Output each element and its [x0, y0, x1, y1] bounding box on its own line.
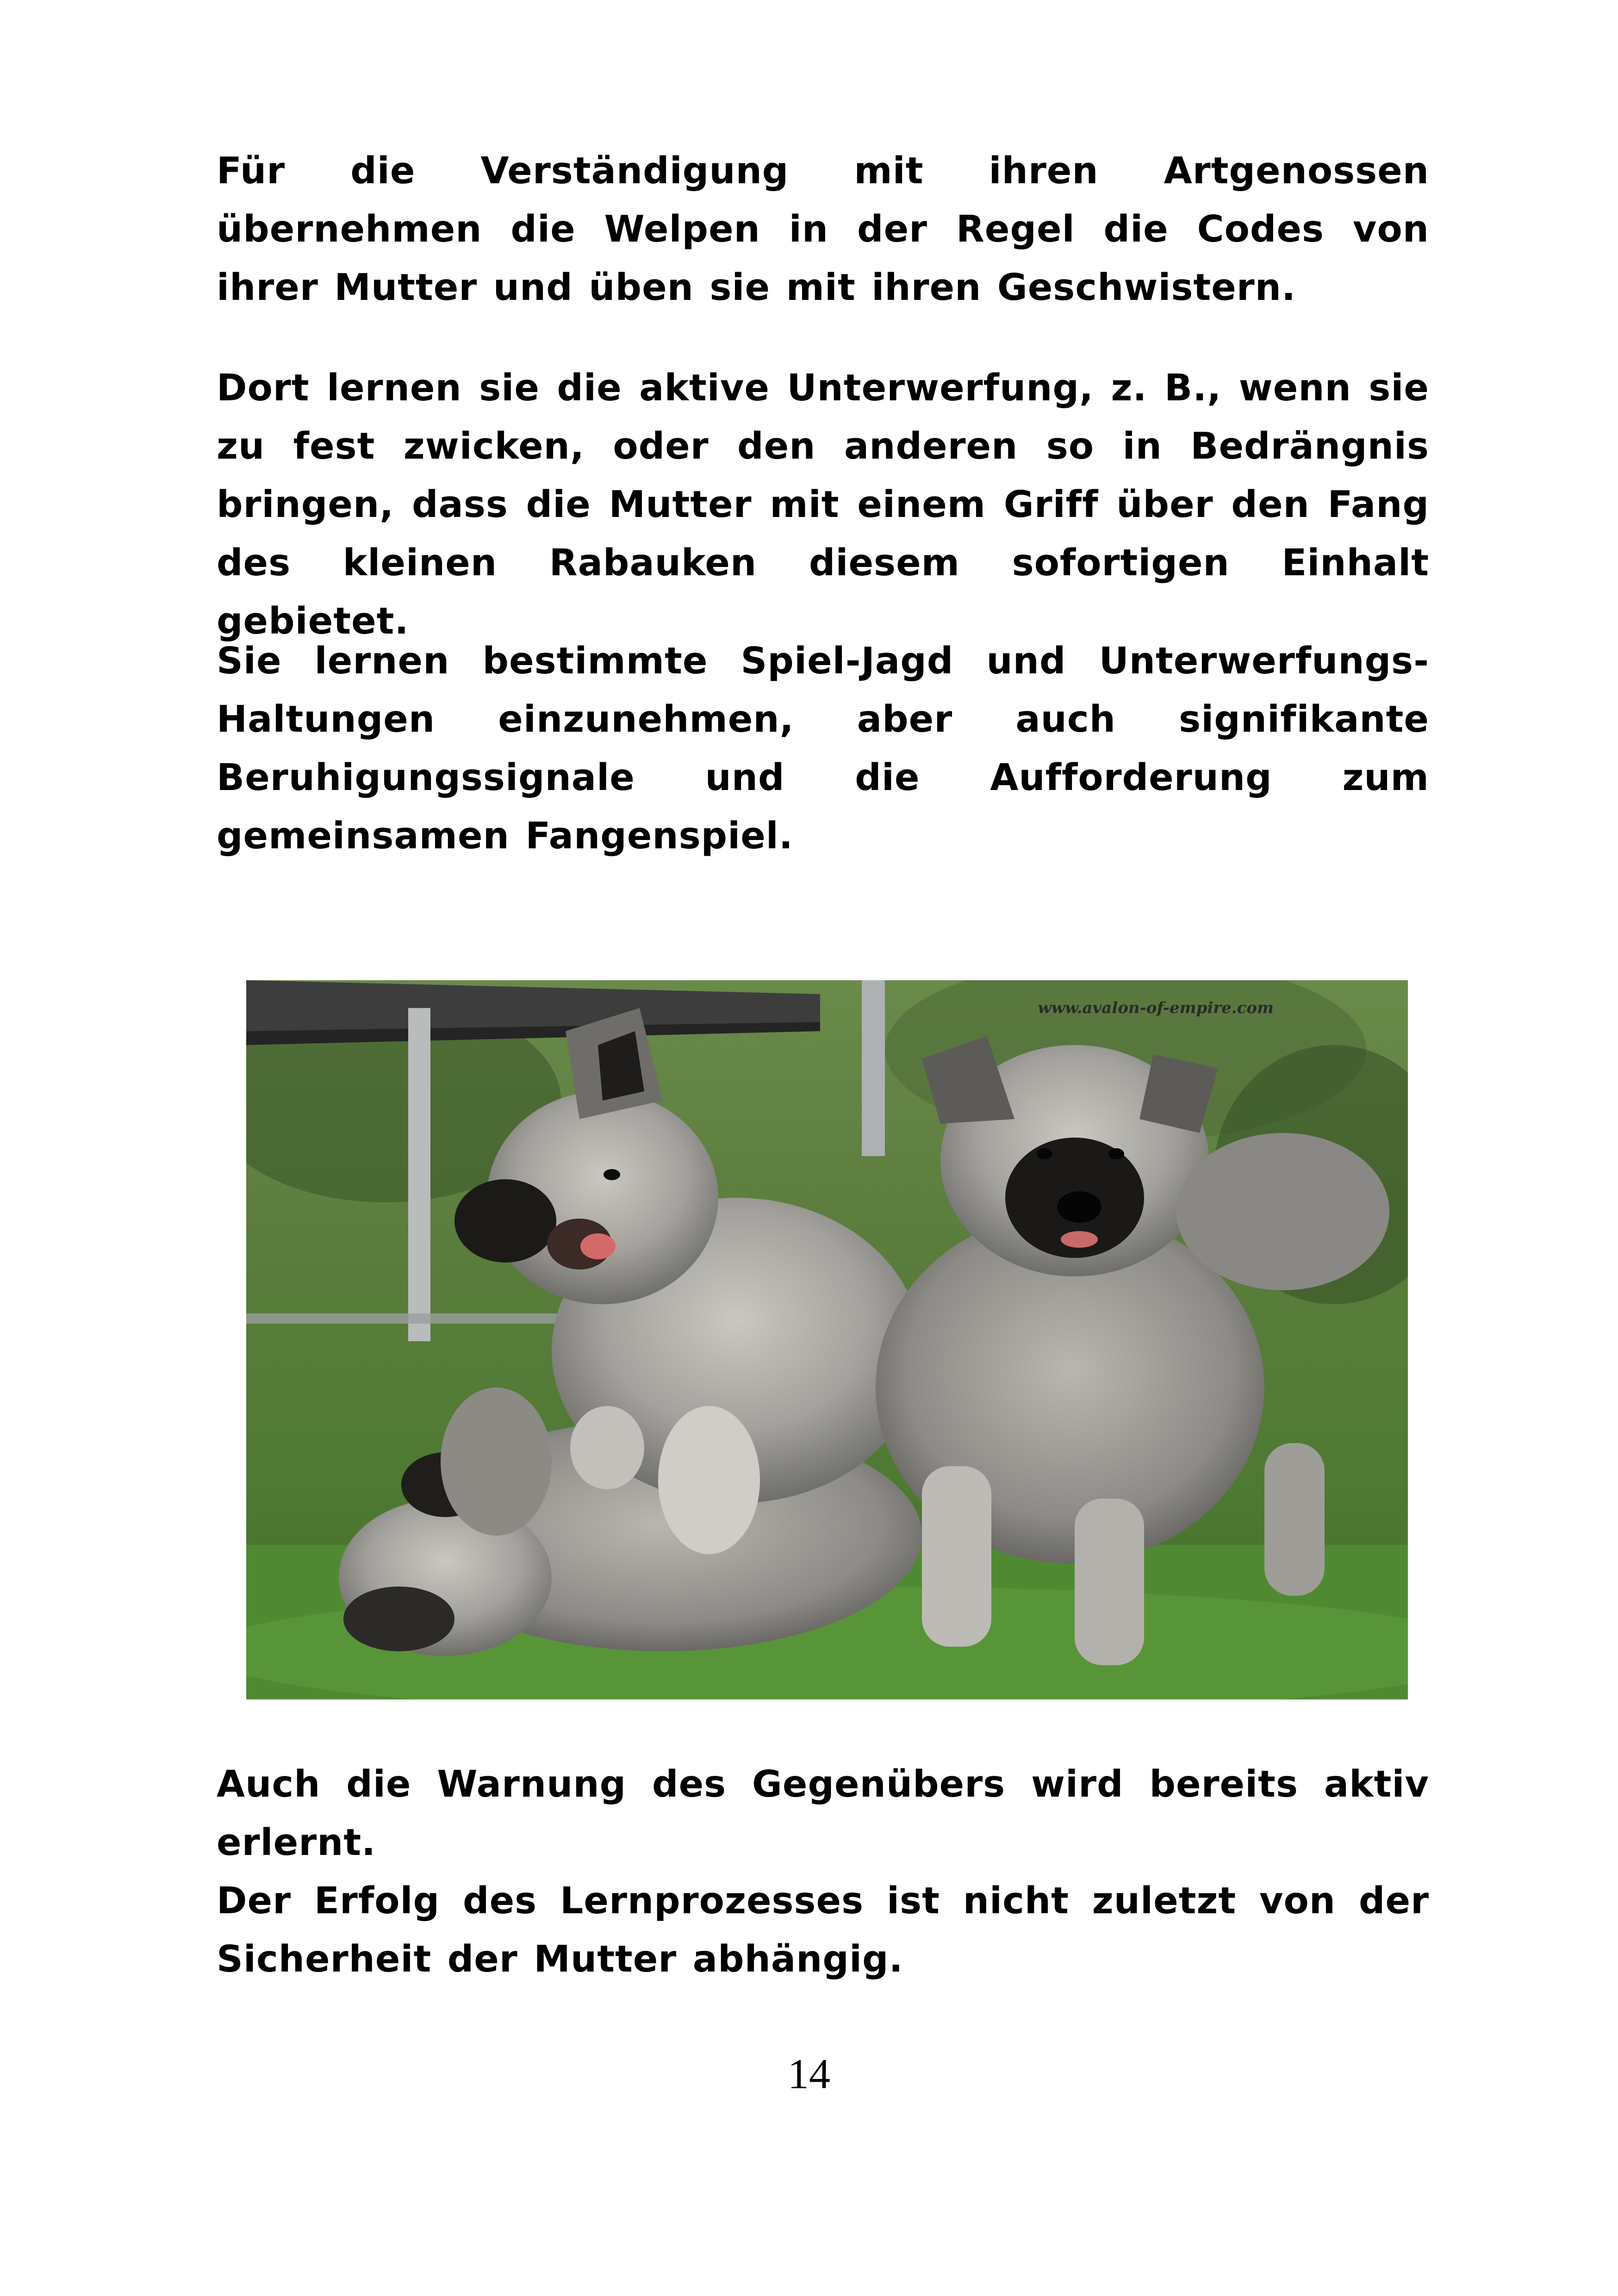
paragraph-submission: Dort lernen sie die aktive Unterwerfung, z. B., wenn sie zu fest zwicken, oder den anderen so in Bedrängnis bringen, dass die Mutter mit einem Griff über den Fang des kleinen Rabauken diesem sofortigen Einhalt gebietet. [217, 367, 1429, 642]
paragraph-play-postures: Sie lernen bestimmte Spiel-Jagd und Unterwerfungs-Haltungen einzunehmen, aber auch signifikante Beruhigungssignale und die Aufforderung zum gemeinsamen Fangenspiel. [217, 640, 1429, 857]
paragraph-learning-success: Der Erfolg des Lernprozesses ist nicht zuletzt von der Sicherheit der Mutter abhängig. [217, 1879, 1429, 1980]
paragraph-communication: Für die Verständigung mit ihren Artgenossen übernehmen die Welpen in der Regel die Codes von ihrer Mutter und üben sie mit ihren Geschwistern. [217, 149, 1429, 309]
page-number: 14 [788, 2050, 830, 2097]
photo-watermark: www.avalon-of-empire.com [1038, 999, 1274, 1017]
puppies-illustration [246, 980, 1408, 1699]
paragraph-warning: Auch die Warnung des Gegenübers wird bereits aktiv erlernt. [217, 1763, 1429, 1864]
puppies-photo [246, 980, 1408, 1699]
